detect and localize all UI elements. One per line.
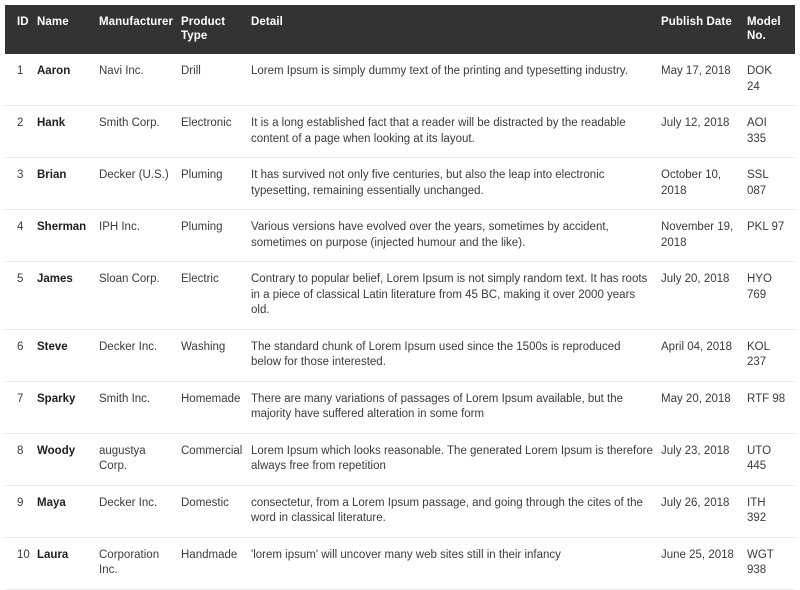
cell-model-no: AOI 335 [747, 117, 767, 145]
cell-id: 2 [17, 117, 24, 130]
cell-model-no: HYO 769 [747, 273, 772, 301]
cell-manufacturer: Decker (U.S.) [99, 169, 169, 182]
cell-manufacturer: Smith Inc. [99, 392, 151, 405]
cell-id: 3 [17, 169, 24, 182]
cell-id: 10 [17, 548, 30, 561]
cell-manufacturer: IPH Inc. [99, 221, 140, 234]
cell-model-no: WGT 938 [747, 548, 774, 577]
table-row[interactable] [5, 106, 795, 158]
cell-name: Sherman [37, 221, 87, 234]
cell-id: 7 [17, 392, 24, 405]
cell-publish-date: July 12, 2018 [661, 117, 730, 130]
column-header-model-no[interactable]: Model No. [747, 16, 781, 42]
cell-manufacturer: Sloan Corp. [99, 273, 160, 286]
cell-name: Maya [37, 496, 66, 509]
cell-id: 5 [17, 273, 24, 286]
cell-model-no: SSL 087 [747, 169, 769, 197]
cell-model-no: ITH 392 [747, 496, 767, 525]
cell-detail: Lorem Ipsum is simply dummy text of the printing and typesetting industry. [251, 65, 628, 78]
cell-name: Hank [37, 117, 66, 130]
cell-detail: Lorem Ipsum which looks reasonable. The generated Lorem Ipsum is therefore always free from repetition [251, 444, 653, 473]
table-row[interactable] [5, 329, 795, 381]
cell-publish-date: July 20, 2018 [661, 273, 730, 286]
cell-id: 8 [17, 444, 24, 457]
table-header-row [5, 5, 795, 54]
cell-product-type: Drill [181, 65, 201, 78]
cell-detail: There are many variations of passages of Lorem Ipsum available, but the majority have suffered alteration in some form [251, 392, 624, 421]
cell-product-type: Washing [181, 340, 226, 353]
cell-product-type: Domestic [181, 496, 229, 509]
column-header-manufacturer[interactable]: Manufacturer [99, 16, 174, 28]
cell-detail: It has survived not only five centuries, but also the leap into electronic typesetting, remaining essentially unchanged. [251, 169, 605, 197]
cell-product-type: Pluming [181, 221, 223, 234]
cell-product-type: Handmade [181, 548, 238, 561]
column-header-detail[interactable]: Detail [251, 16, 283, 28]
column-header-product-type[interactable]: Product Type [181, 16, 226, 42]
cell-detail: 'lorem ipsum' will uncover many web sites still in their infancy [251, 548, 561, 561]
column-header-publish-date[interactable]: Publish Date [661, 16, 732, 28]
cell-manufacturer: Smith Corp. [99, 117, 160, 130]
table-row[interactable] [5, 158, 795, 210]
cell-product-type: Electronic [181, 117, 232, 130]
cell-id: 4 [17, 221, 24, 234]
cell-manufacturer: Navi Inc. [99, 65, 144, 78]
products-table [5, 5, 795, 590]
cell-model-no: KOL 237 [747, 340, 770, 369]
cell-publish-date: June 25, 2018 [661, 548, 734, 561]
cell-publish-date: October 10, 2018 [661, 169, 722, 197]
cell-model-no: UTO 445 [747, 444, 772, 473]
column-header-id[interactable]: ID [17, 16, 29, 28]
cell-name: Woody [37, 444, 76, 457]
cell-product-type: Pluming [181, 169, 223, 182]
table-row[interactable] [5, 262, 795, 330]
table-header [5, 5, 795, 54]
cell-publish-date: May 20, 2018 [661, 392, 731, 405]
cell-detail: consectetur, from a Lorem Ipsum passage, and going through the cites of the word in classical literature. [251, 496, 643, 525]
cell-detail: Various versions have evolved over the years, sometimes by accident, sometimes on purpose (injected humour and the like). [251, 221, 609, 249]
cell-model-no: RTF 98 [747, 392, 786, 405]
table-body [5, 54, 795, 589]
table-row[interactable] [5, 433, 795, 485]
cell-name: Sparky [37, 392, 76, 405]
cell-product-type: Electric [181, 273, 219, 286]
cell-product-type: Commercial [181, 444, 243, 457]
cell-model-no: PKL 97 [747, 221, 785, 234]
cell-manufacturer: Decker Inc. [99, 496, 158, 509]
cell-detail: The standard chunk of Lorem Ipsum used since the 1500s is reproduced below for those interested. [251, 340, 621, 369]
cell-id: 1 [17, 65, 24, 78]
table-row[interactable] [5, 54, 795, 106]
cell-detail: Contrary to popular belief, Lorem Ipsum is not simply random text. It has roots in a piece of classical Latin literature from 45 BC, making it over 2000 years old. [251, 273, 648, 317]
cell-id: 9 [17, 496, 24, 509]
table-row[interactable] [5, 210, 795, 262]
cell-name: Steve [37, 340, 68, 353]
cell-publish-date: May 17, 2018 [661, 65, 731, 78]
cell-publish-date: July 23, 2018 [661, 444, 730, 457]
cell-publish-date: April 04, 2018 [661, 340, 732, 353]
cell-manufacturer: Decker Inc. [99, 340, 158, 353]
cell-publish-date: November 19, 2018 [661, 221, 734, 249]
cell-detail: It is a long established fact that a reader will be distracted by the readable content of a page when looking at its layout. [251, 117, 626, 145]
cell-name: Laura [37, 548, 69, 561]
cell-product-type: Homemade [181, 392, 241, 405]
cell-name: Brian [37, 169, 67, 182]
cell-name: James [37, 273, 73, 286]
cell-id: 6 [17, 340, 24, 353]
table-row[interactable] [5, 537, 795, 589]
cell-name: Aaron [37, 65, 71, 78]
cell-model-no: DOK 24 [747, 65, 772, 93]
column-header-name[interactable]: Name [37, 16, 69, 28]
cell-manufacturer: augustya Corp. [99, 444, 146, 473]
cell-publish-date: July 26, 2018 [661, 496, 730, 509]
table-row[interactable] [5, 485, 795, 537]
cell-manufacturer: Corporation Inc. [99, 548, 160, 577]
table-row[interactable] [5, 381, 795, 433]
